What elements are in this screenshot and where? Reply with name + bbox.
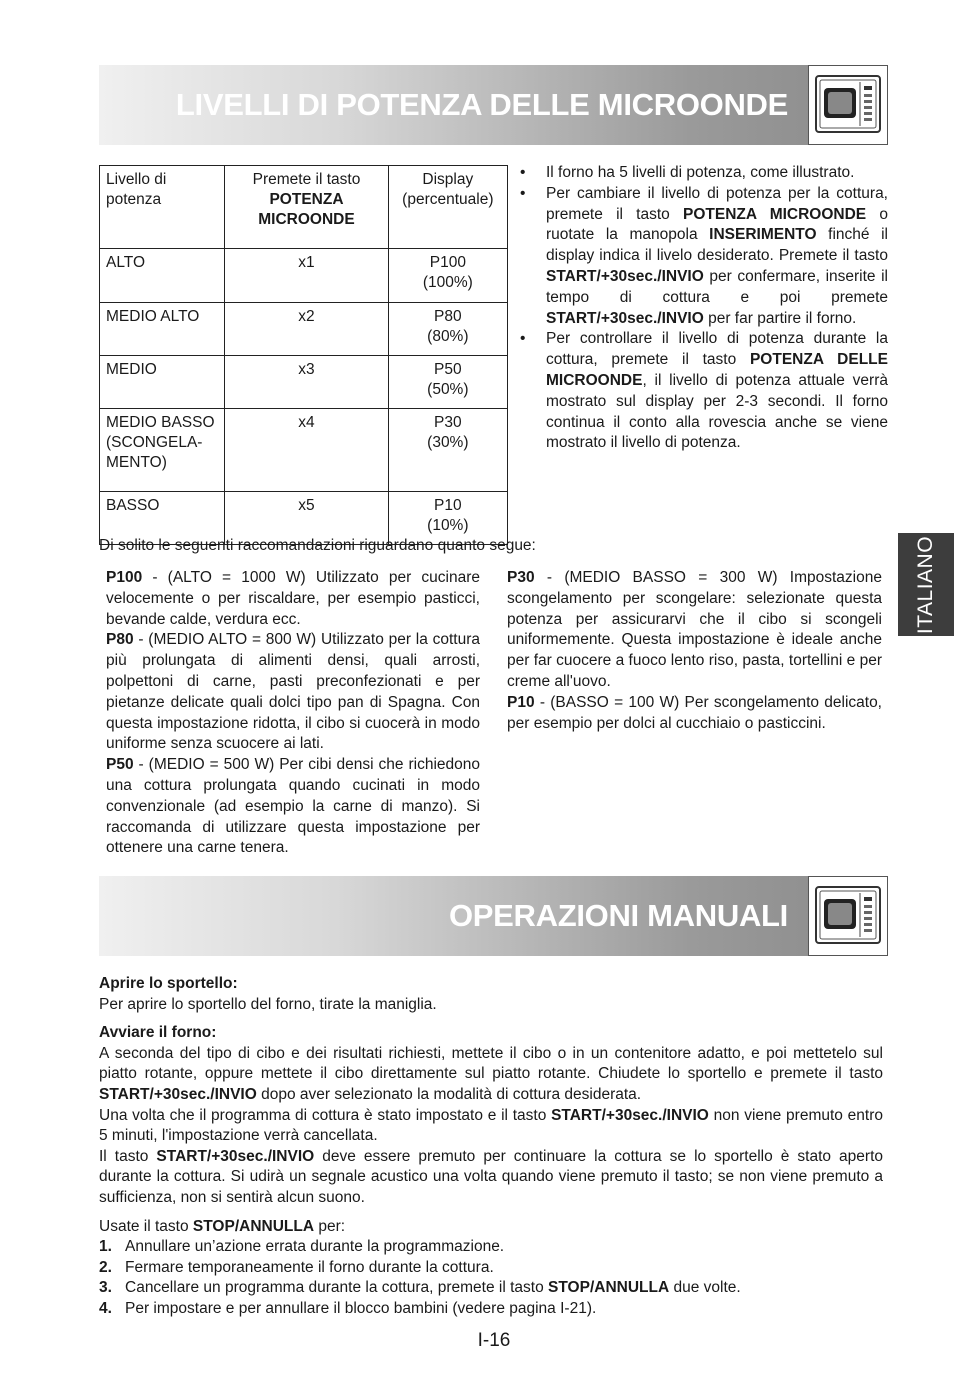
stop-intro — [99, 1217, 883, 1238]
cell-level: MEDIO ALTO — [100, 303, 225, 356]
cell-level — [100, 409, 225, 492]
header-display: Display (percentuale) — [388, 166, 507, 249]
cell-press: x1 — [225, 249, 388, 303]
display-percent: (100%) — [422, 274, 473, 291]
list-text: Fermare temporaneamente il forno durante la cottura. — [125, 1258, 494, 1276]
list-number: 4. — [99, 1299, 112, 1317]
recommendation-p80 — [106, 630, 480, 755]
paragraph-text: Usate il tasto — [99, 1217, 193, 1235]
display-code: P100 — [429, 254, 466, 271]
power-code: P30 — [507, 569, 535, 586]
manual-operations — [99, 974, 883, 1320]
table-row — [100, 409, 508, 492]
list-text: Cancellare un programma durante la cottura, premete il tasto — [125, 1279, 549, 1297]
level-line: MEDIO BASSO — [106, 414, 215, 431]
list-item — [99, 1237, 883, 1258]
paragraph-text: non viene premuto entro 5 minuti, l'impostazione verrà cancellata. — [99, 1106, 883, 1145]
cell-level: MEDIO — [100, 356, 225, 409]
start-paragraph — [99, 1044, 883, 1106]
table-row — [100, 356, 508, 409]
table-row — [100, 249, 508, 303]
display-code: P10 — [434, 497, 462, 514]
recommendation-text: - (MEDIO BASSO = 300 W) Impostazione scongelamento per scongelare: selezionate questa potenza per assicurarvi che il cibo si scongeli uniformemente. Questa impostazione è ideale anche per far cuocere a fuoco lento riso, pasta, tortellini e per creme all'uovo. — [507, 569, 882, 690]
subheading-start-oven: Avviare il forno: — [99, 1024, 217, 1042]
subheading-open-door: Aprire lo sportello: — [99, 975, 238, 992]
language-tab — [898, 533, 954, 636]
header-press-prefix: Premete il tasto — [252, 171, 361, 188]
cell-press: x2 — [225, 303, 388, 356]
cell-level: BASSO — [100, 492, 225, 545]
table-row — [100, 303, 508, 356]
power-code: P100 — [106, 569, 143, 586]
recommendation-p10 — [507, 693, 882, 735]
recommendations-right — [507, 568, 882, 734]
recommendation-p50 — [106, 755, 480, 859]
display-percent: (10%) — [427, 517, 469, 534]
page-number: I-16 — [477, 1330, 511, 1351]
header-press — [225, 166, 388, 249]
recommendation-p100 — [106, 568, 480, 630]
bullet-text: Per controllare il livello di potenza durante la cottura, premete il tasto — [546, 330, 888, 369]
paragraph-text: Una volta che il programma di cottura è stato impostato e il tasto — [99, 1106, 552, 1124]
paragraph-text: Il tasto — [99, 1147, 157, 1165]
paragraph-text: deve essere premuto per continuare la cottura se lo sportello è stato aperto durante la cottura. Si udirà un segnale acustico una volta quando viene premuto il tasto; se non viene premuto a sufficienza, non si sentirà alcun suono. — [99, 1147, 883, 1206]
recommendation-text: - (MEDIO = 500 W) Per cibi densi che richiedono una cottura prolungata quando cucinati in modo convenzionale (ad esempio la carne di manzo). Si raccomanda di utilizzare questa impostazione per ottenere una carne tenera. — [106, 756, 480, 857]
language-tab-label: ITALIANO — [914, 535, 938, 634]
cell-press: x3 — [225, 356, 388, 409]
display-percent: (80%) — [427, 328, 469, 345]
key-name: STOP/ANNULLA — [192, 1217, 315, 1235]
start-paragraph — [99, 1147, 883, 1209]
paragraph-text: dopo aver selezionato la modalità di cottura desiderata. — [256, 1085, 642, 1103]
level-line: (SCONGELA- — [106, 434, 203, 451]
paragraph-text: A seconda del tipo di cibo e dei risultati richiesti, mettete il cibo o in un contenitore adatto, e poi mettetelo sul piatto rotante, oppure mettete il cibo direttamente sul piatto rotante. Chiudete lo sportello e premete il tasto — [99, 1044, 883, 1083]
display-percent: (50%) — [427, 381, 469, 398]
display-code: P50 — [434, 361, 462, 378]
key-name: INSERIMENTO — [709, 226, 817, 244]
section-header-manual-operations — [99, 876, 888, 956]
bullet-item — [518, 329, 888, 454]
microwave-icon — [808, 65, 888, 145]
cell-display — [388, 249, 507, 303]
recommendations-intro: Di solito le seguenti raccomandazioni riguardano quanto segue: — [99, 537, 536, 554]
list-item — [99, 1278, 883, 1299]
list-number: 1. — [99, 1238, 112, 1256]
key-name: START/+30sec./INVIO — [156, 1147, 315, 1165]
open-door-text: Per aprire lo sportello del forno, tirate la maniglia. — [99, 995, 437, 1013]
key-name: START/+30sec./INVIO — [99, 1085, 257, 1103]
bullet-text: o ruotate la manopola — [546, 205, 888, 244]
key-name: STOP/ANNULLA — [548, 1279, 670, 1297]
level-line: MENTO) — [106, 454, 167, 471]
table-header-row — [100, 166, 508, 249]
cell-display — [388, 303, 507, 356]
power-instructions — [518, 163, 888, 454]
header-press-bold: POTENZA MICROONDE — [258, 191, 355, 228]
section-title: LIVELLI DI POTENZA DELLE MICROONDE — [175, 87, 788, 122]
list-text: Annullare un’azione errata durante la programmazione. — [125, 1238, 505, 1256]
bullet-text: Il forno ha 5 livelli di potenza, come illustrato. — [546, 164, 855, 181]
paragraph-text: per: — [314, 1217, 346, 1235]
section-header-power-levels — [99, 65, 888, 145]
display-code: P30 — [434, 414, 462, 431]
bullet-text: per far partire il forno. — [703, 309, 857, 327]
key-name: POTENZA DELLE MICROONDE — [546, 351, 888, 389]
display-percent: (30%) — [427, 434, 469, 451]
recommendation-text: - (ALTO = 1000 W) Utilizzato per cucinare velocemente o per riscaldare, per esempio pasticci, bevande calde, verdura ecc. — [106, 569, 480, 628]
cell-press: x4 — [225, 409, 388, 492]
recommendations-left — [106, 568, 480, 859]
power-code: P50 — [106, 756, 134, 774]
microwave-icon — [808, 876, 888, 956]
power-code: P80 — [106, 631, 134, 649]
list-item — [99, 1258, 883, 1279]
key-name: POTENZA MICROONDE — [683, 205, 867, 223]
list-text: due volte. — [669, 1279, 741, 1297]
bullet-text: per confermare, inserite il tempo di cottura e poi premete — [546, 267, 888, 306]
display-code: P80 — [434, 308, 462, 325]
list-item — [99, 1299, 883, 1320]
cell-level: ALTO — [100, 249, 225, 303]
recommendation-text: - (MEDIO ALTO = 800 W) Utilizzato per la cottura più prolungata di alimenti densi, quali arrosti, polpettoni di carne, pasti preconfezionati e per pietanze delicate quali dolci tipo pan di Spagna. Con questa impostazione ridotta, il cibo si cuocerà in modo uniforme senza scuocere ai lati. — [106, 631, 480, 753]
bullet-text: finché il display indica il livelo desiderato. Premete il tasto — [546, 226, 888, 265]
stop-uses-list — [99, 1237, 883, 1319]
list-number: 2. — [99, 1258, 112, 1276]
key-name: START/+30sec./INVIO — [546, 309, 704, 327]
bullet-item — [518, 163, 888, 184]
cell-display — [388, 356, 507, 409]
key-name: START/+30sec./INVIO — [546, 267, 704, 285]
bullet-text: Per cambiare il livello di potenza per la cottura, premete il tasto — [546, 184, 888, 223]
header-level: Livello di potenza — [100, 166, 225, 249]
key-name: START/+30sec./INVIO — [551, 1106, 709, 1124]
recommendation-text: - (BASSO = 100 W) Per scongelamento delicato, per esempio per dolci al cucchiaio o pasticcini. — [507, 693, 882, 732]
cell-press: x5 — [225, 492, 388, 545]
bullet-text: , il livello di potenza attuale verrà mostrato sul display per 2-3 secondi. Il forno continua il conto alla rovescia anche se viene mostrato il livello di potenza. — [546, 371, 888, 452]
bullet-item — [518, 184, 888, 330]
section-title: OPERAZIONI MANUALI — [448, 898, 788, 933]
recommendation-p30 — [507, 568, 882, 693]
list-number: 3. — [99, 1279, 112, 1297]
power-code: P10 — [507, 693, 535, 711]
power-levels-table — [99, 165, 508, 545]
start-paragraph — [99, 1106, 883, 1147]
cell-display — [388, 409, 507, 492]
list-text: Per impostare e per annullare il blocco bambini (vedere pagina I-21). — [125, 1299, 597, 1317]
